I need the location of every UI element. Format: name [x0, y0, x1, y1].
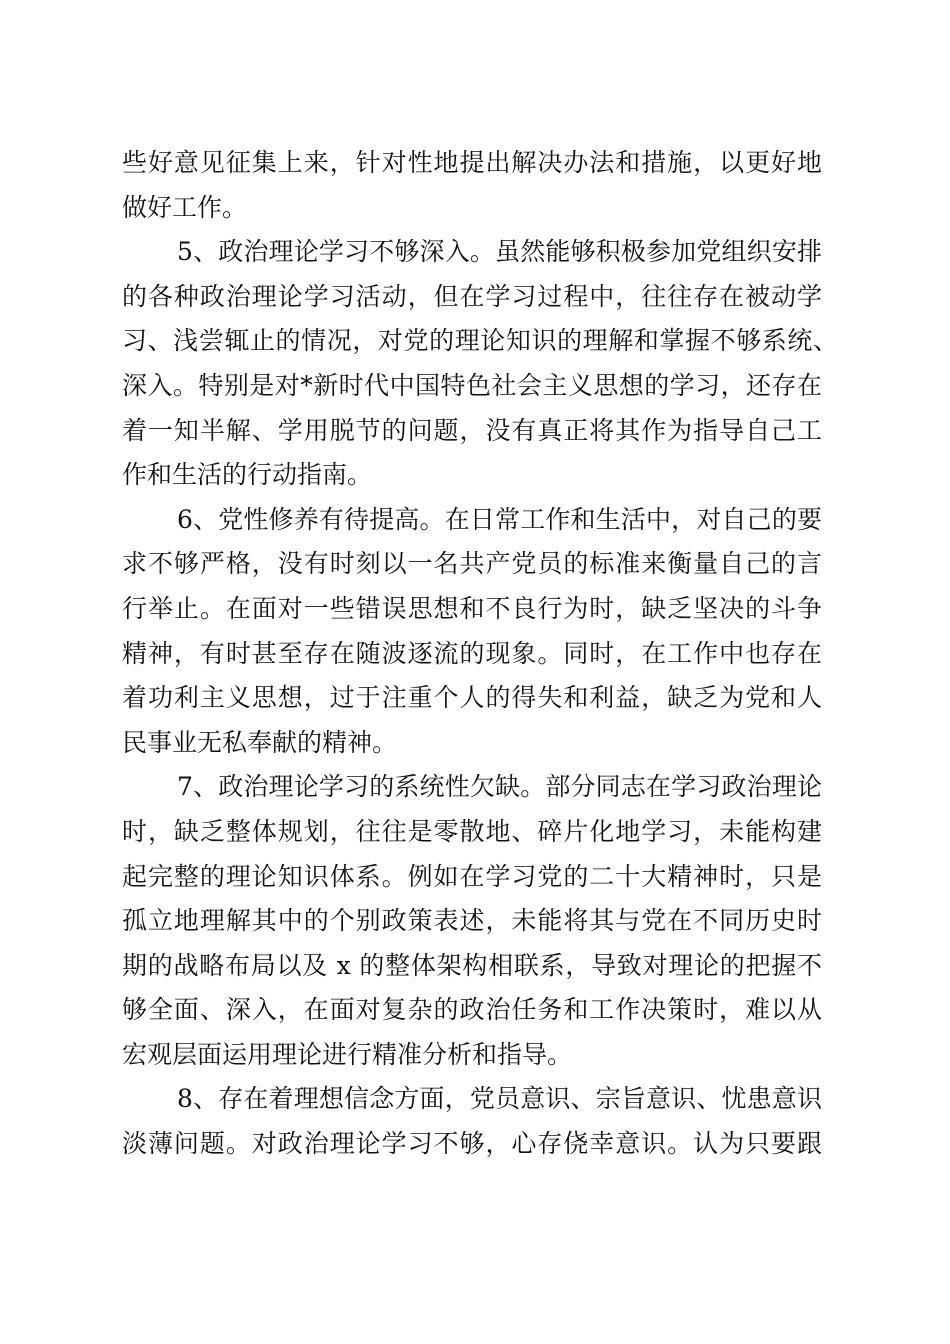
- text-line: 够全面、深入，在面对复杂的政治任务和工作决策时，难以从: [122, 995, 822, 1025]
- text-line: 着一知半解、学用脱节的问题，没有真正将其作为指导自己工: [122, 415, 822, 445]
- document-body: [122, 141, 838, 1167]
- text-line: 深入。特别是对*新时代中国特色社会主义思想的学习，还存在: [122, 370, 822, 400]
- text-line: 起完整的理论知识体系。例如在学习党的二十大精神时，只是: [122, 861, 822, 891]
- paragraph-8-start: 8、存在着理想信念方面，党员意识、宗旨意识、忧患意识: [177, 1084, 822, 1114]
- text-line: 期的战略布局以及 x 的整体架构相联系，导致对理论的把握不: [122, 950, 822, 980]
- text-line: 习、浅尝辄止的情况，对党的理论知识的理解和掌握不够系统、: [122, 326, 838, 356]
- text-line: 精神，有时甚至存在随波逐流的现象。同时，在工作中也存在: [122, 638, 822, 668]
- text-line: 的各种政治理论学习活动，但在学习过程中，往往存在被动学: [122, 281, 822, 311]
- paragraph-5-start: 5、政治理论学习不够深入。虽然能够积极参加党组织安排: [177, 237, 822, 267]
- text-line: 时，缺乏整体规划，往往是零散地、碎片化地学习，未能构建: [122, 816, 822, 846]
- paragraph-6-start: 6、党性修养有待提高。在日常工作和生活中，对自己的要: [177, 504, 822, 534]
- text-line: 作和生活的行动指南。: [122, 460, 373, 490]
- text-line: 些好意见征集上来，针对性地提出解决办法和措施，以更好地: [122, 148, 822, 177]
- text-line: 做好工作。: [122, 192, 248, 222]
- text-line: 行举止。在面对一些错误思想和不良行为时，缺乏坚决的斗争: [122, 593, 822, 623]
- text-line: 孤立地理解其中的个别政策表述，未能将其与党在不同历史时: [122, 906, 822, 936]
- text-line: 淡薄问题。对政治理论学习不够，心存侥幸意识。认为只要跟: [122, 1129, 822, 1159]
- text-line: 民事业无私奉献的精神。: [122, 727, 398, 757]
- paragraph-7-start: 7、政治理论学习的系统性欠缺。部分同志在学习政治理论: [177, 772, 822, 802]
- text-line: 着功利主义思想，过于注重个人的得失和利益，缺乏为党和人: [122, 683, 822, 713]
- text-line: 求不够严格，没有时刻以一名共产党员的标准来衡量自己的言: [122, 549, 822, 579]
- text-line: 宏观层面运用理论进行精准分析和指导。: [122, 1039, 573, 1069]
